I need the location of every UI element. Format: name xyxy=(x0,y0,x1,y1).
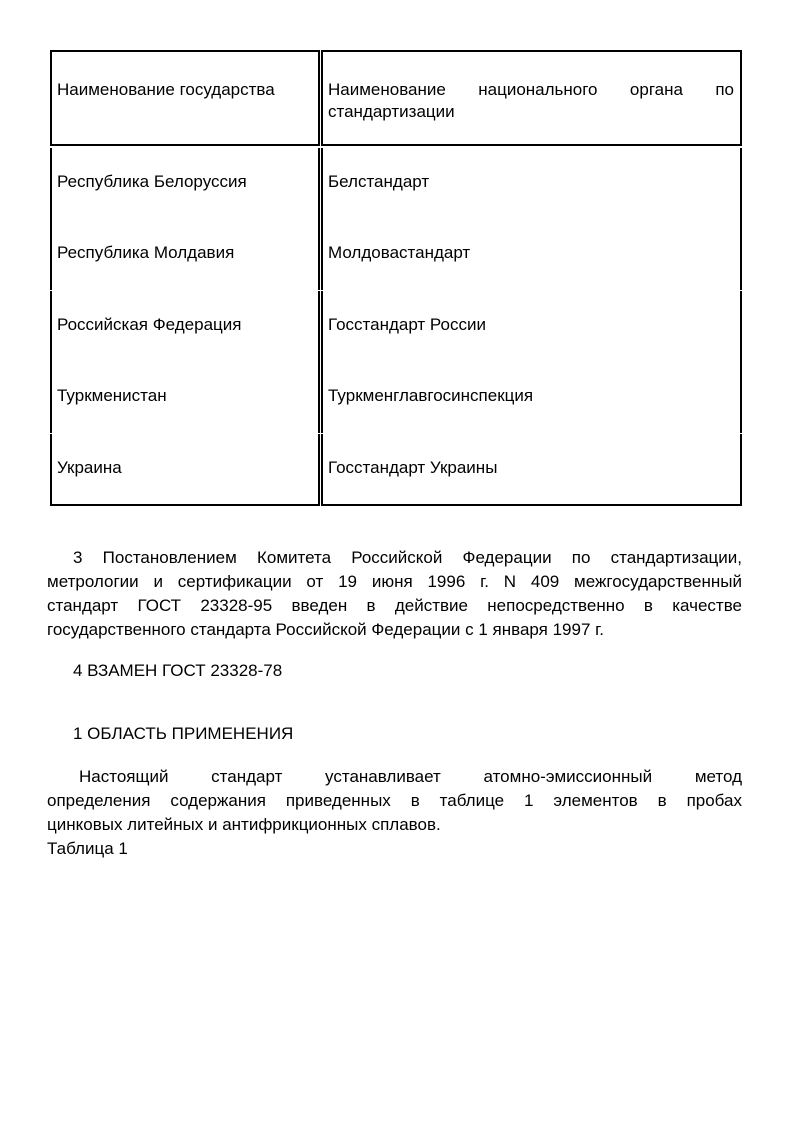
state-name: Украина xyxy=(57,458,122,477)
state-name: Российская Федерация xyxy=(57,315,242,334)
paragraph-3-line3: стандарт ГОСТ 23328-95 введен в действие непосредственно в качестве xyxy=(47,596,742,615)
state-name: Республика Белоруссия xyxy=(57,172,247,191)
paragraph-4 xyxy=(47,659,742,683)
header-body-line2: стандартизации xyxy=(328,102,455,121)
state-name: Туркменистан xyxy=(57,386,167,405)
body-name: Госстандарт России xyxy=(328,315,486,334)
table-row-body xyxy=(321,434,742,506)
table-row-state xyxy=(50,219,320,290)
table-header-body xyxy=(321,50,742,146)
table-row-body xyxy=(321,291,742,362)
paragraph-3-line2: метрологии и сертификации от 19 июня 1996 г. N 409 межгосударственный xyxy=(47,572,742,591)
body-name: Туркменглавгосинспекция xyxy=(328,386,534,405)
header-state-label: Наименование государства xyxy=(57,80,275,99)
standards-bodies-table xyxy=(50,50,742,506)
scope-paragraph xyxy=(47,765,742,861)
table-header-state xyxy=(50,50,320,146)
section-title-text: 1 ОБЛАСТЬ ПРИМЕНЕНИЯ xyxy=(73,724,294,743)
header-body-line1: Наименование национального органа по xyxy=(328,80,734,99)
body-name: Белстандарт xyxy=(328,172,430,191)
paragraph-3-line4: государственного стандарта Российской Федерации с 1 января 1997 г. xyxy=(47,620,604,639)
table-row-state xyxy=(50,362,320,433)
body-name: Госстандарт Украины xyxy=(328,458,498,477)
scope-line2: определения содержания приведенных в таблице 1 элементов в пробах xyxy=(47,791,742,810)
section-title xyxy=(47,722,742,746)
body-name: Молдовастандарт xyxy=(328,243,471,262)
table-row-state xyxy=(50,434,320,506)
paragraph-3 xyxy=(47,546,742,642)
state-name: Республика Молдавия xyxy=(57,243,235,262)
scope-line3: цинковых литейных и антифрикционных сплавов. xyxy=(47,815,441,834)
table-row-state xyxy=(50,148,320,219)
replaces-standard: 4 ВЗАМЕН ГОСТ 23328-78 xyxy=(73,661,283,680)
scope-line1: Настоящий стандарт устанавливает атомно-эмиссионный метод xyxy=(79,767,742,786)
paragraph-3-line1: 3 Постановлением Комитета Российской Федерации по стандартизации, xyxy=(73,548,742,567)
table-row-body xyxy=(321,362,742,433)
table-row-state xyxy=(50,291,320,362)
table-row-body xyxy=(321,148,742,219)
table-row-body xyxy=(321,219,742,290)
header-body-label xyxy=(328,79,734,123)
table-caption: Таблица 1 xyxy=(47,839,128,858)
